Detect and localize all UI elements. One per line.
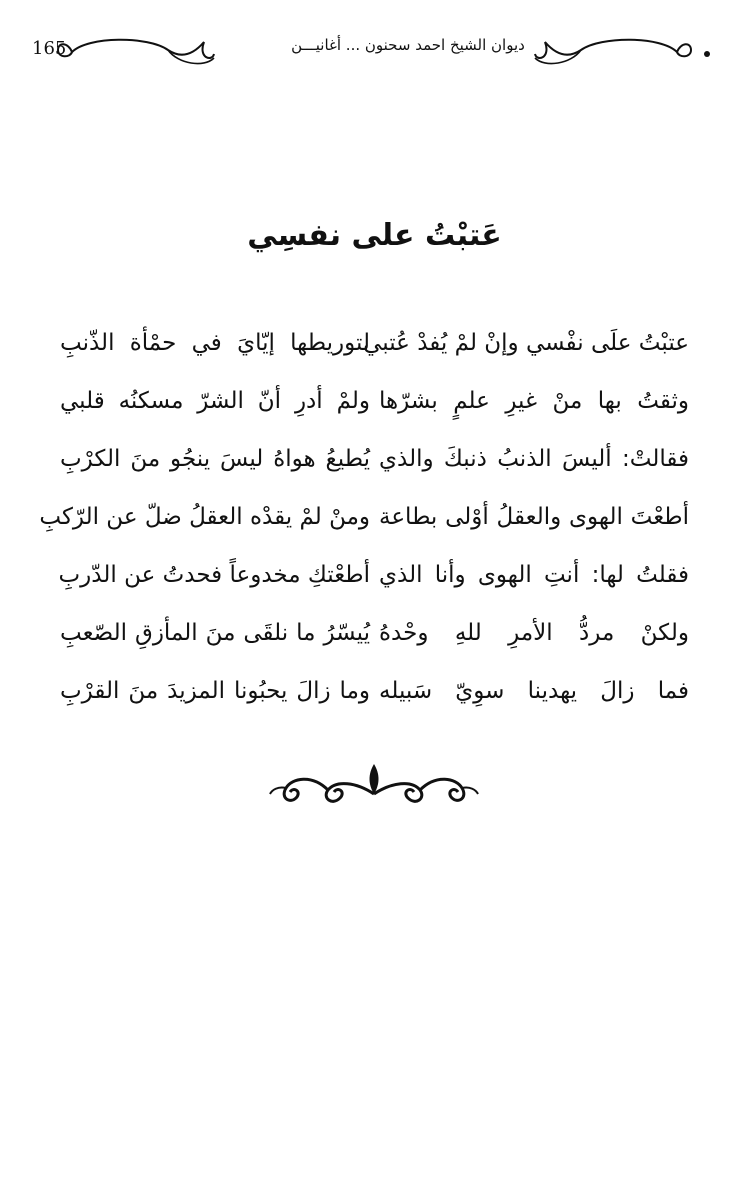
end-ornament-icon <box>266 760 482 808</box>
verse-6-first-hemistich: ولكنْ مردُّ الأمرِ للهِ وحْدهُ <box>379 620 689 646</box>
verse-1 <box>60 316 689 374</box>
verse-5 <box>60 548 689 606</box>
verse-6-second-hemistich: يُيسّرُ ما نلقَى منَ المأزقِ الصّعبِ <box>60 620 370 646</box>
poem-body <box>39 316 689 722</box>
verse-5-first-hemistich: فقلتُ لها: أنتِ الهوى وأنا الذي <box>379 562 689 588</box>
verse-7-second-hemistich: وما زالَ يحبُونا المزيدَ منَ القرْبِ <box>60 678 370 704</box>
page-header <box>28 22 721 80</box>
running-title: ديوان الشيخ احمد سحنون ... أغانيـــن <box>291 36 525 54</box>
verse-7-first-hemistich: فما زالَ يهدينا سوِيّ سَبيله <box>379 678 689 704</box>
verse-3 <box>60 432 689 490</box>
verse-1-second-hemistich: لتوريطها إيّايَ في حمْأة الذّنبِ <box>60 330 370 356</box>
right-flourish-icon <box>531 28 721 72</box>
verse-5-second-hemistich: أطعْتكِ مخدوعاً فحدتُ عن الدّربِ <box>58 562 370 588</box>
verse-4 <box>39 490 689 548</box>
verse-2 <box>60 374 689 432</box>
verse-4-second-hemistich: ومنْ لمْ يقدْه العقلُ ضلّ عن الرّكبِ <box>39 504 370 530</box>
verse-6 <box>60 606 689 664</box>
verse-1-first-hemistich: عتبْتُ علَى نفْسي وإنْ لمْ يُفدْ عُتبي <box>363 330 689 356</box>
verse-2-second-hemistich: ولمْ أدرِ أنّ الشرّ مسكنُه قلبي <box>60 388 370 414</box>
poem-title: عَتبْتُ على نفسِي <box>247 218 502 253</box>
verse-3-first-hemistich: فقالتْ: أليسَ الذنبُ ذنبكَ والذي <box>379 446 689 472</box>
verse-7 <box>60 664 689 722</box>
page-number: 165 <box>32 38 67 59</box>
left-flourish-icon <box>28 28 218 72</box>
verse-3-second-hemistich: يُطيعُ هواهُ ليسَ ينجُو منَ الكرْبِ <box>60 446 370 472</box>
verse-2-first-hemistich: وثقتُ بها منْ غيرِ علمٍ بشرّها <box>379 388 689 414</box>
verse-4-first-hemistich: أطعْتَ الهوى والعقلُ أوْلى بطاعة <box>379 504 689 530</box>
